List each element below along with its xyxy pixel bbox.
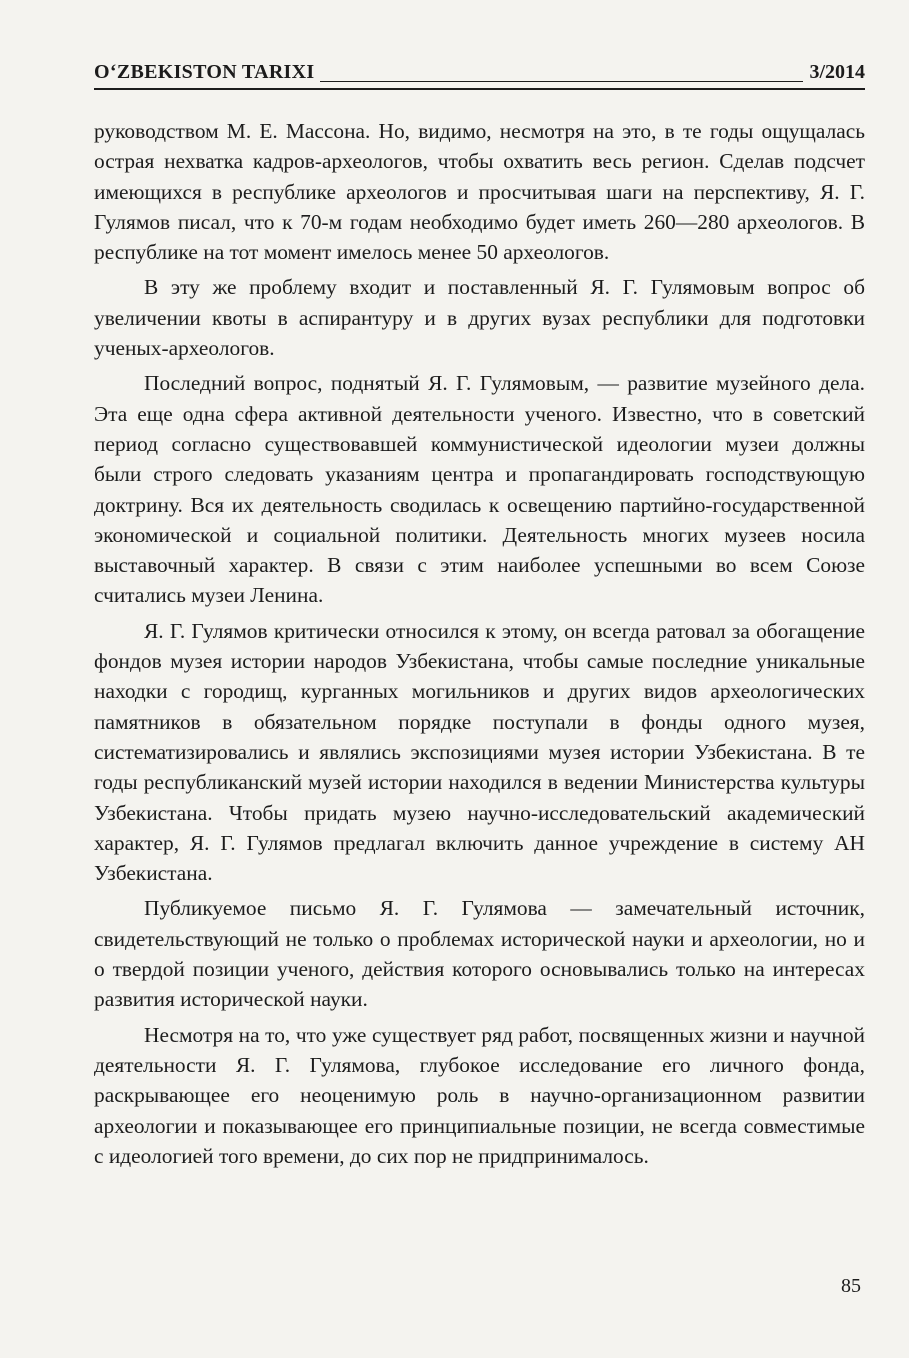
journal-title: O‘ZBEKISTON TARIXI — [94, 61, 315, 83]
issue-number: 3/2014 — [809, 61, 865, 83]
article-body — [94, 116, 865, 1176]
running-header — [94, 56, 865, 86]
paragraph: Несмотря на то, что уже существует ряд работ, посвященных жизни и научной деятельности Я. Г. Гулямова, глубокое исследование его личного фонда, раскрывающее его неоценимую роль в научно-организационном развитии археологии и показывающее его принципиальные позиции, не всегда совместимые с идеологией того времени, до сих пор не придпринималось. — [94, 1022, 865, 1168]
paragraph: Последний вопрос, поднятый Я. Г. Гулямовым, — развитие музейного дела. Эта еще одна сфера активной деятельности ученого. Известно, что в советский период согласно существовавшей коммунистической идеологии музеи должны были строго следовать указаниям центра и пропагандировать господствующую доктрину. Вся их деятельность сводилась к освещению партийно-государственной экономической и социальной политики. Деятельность многих музеев носила выставочный характер. В связи с этим наиболее успешными во всем Союзе считались музеи Ленина. — [94, 371, 865, 608]
paragraph: В эту же проблему входит и поставленный Я. Г. Гулямовым вопрос об увеличении квоты в аспирантуру и в других вузах республики для подготовки ученых-археологов. — [94, 275, 865, 361]
page-number: 85 — [841, 1275, 861, 1297]
paragraph: руководством М. Е. Массона. Но, видимо, несмотря на это, в те годы ощущалась острая нехватка кадров-археологов, чтобы охватить весь регион. Сделав подсчет имеющихся в республике археологов и просчитывая шаги на перспективу, Я. Г. Гулямов писал, что к 70-м годам необходимо будет иметь 260—280 археологов. В республике на тот момент имелось менее 50 археологов. — [94, 119, 865, 265]
header-rule — [94, 88, 865, 90]
header-leader-line — [320, 81, 803, 82]
paragraph: Я. Г. Гулямов критически относился к этому, он всегда ратовал за обогащение фондов музея истории народов Узбекистана, чтобы самые последние уникальные находки с городищ, курганных могильников и других видов археологических памятников в обязательном порядке поступали в фонды одного музея, систематизировались и являлись экспозициями музея истории Узбекистана. В те годы республиканский музей истории находился в ведении Министерства культуры Узбекистана. Чтобы придать музею научно-исследовательский академический характер, Я. Г. Гулямов предлагал включить данное учреждение в систему АН Узбекистана. — [94, 618, 865, 886]
paragraph: Публикуемое письмо Я. Г. Гулямова — замечательный источник, свидетельствующий не только о проблемах исторической науки и археологии, но и о твердой позиции ученого, действия которого основывались только на интересах развития исторической науки. — [94, 896, 865, 1012]
